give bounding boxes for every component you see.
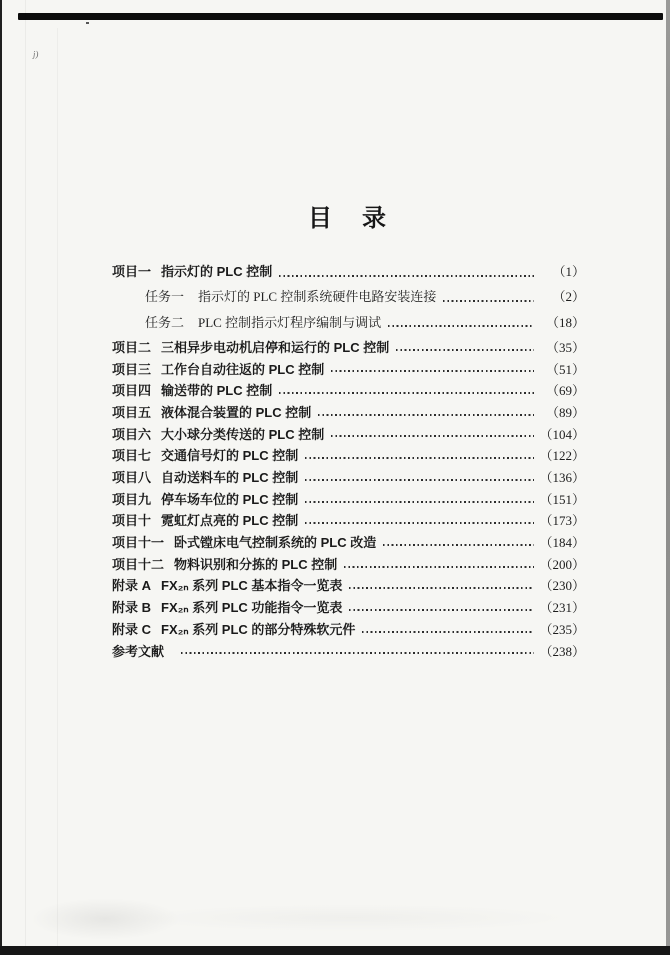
page-content (112, 0, 585, 955)
toc-entry-title: 指示灯的 PLC 控制系统硬件电路安装连接 (198, 289, 437, 305)
toc-entry-title: PLC 控制指示灯程序编制与调试 (198, 314, 382, 330)
toc-entry (112, 286, 585, 311)
toc-entry-page: （1） (552, 264, 585, 279)
toc-entry-term: 项目四 (112, 383, 152, 399)
dot-leader (331, 370, 534, 372)
dot-leader (305, 457, 534, 459)
toc-entry-page: （18） (545, 314, 585, 330)
scan-noise-mark: j) (32, 49, 40, 59)
toc-entry-title: 工作台自动往返的 PLC 控制 (161, 361, 325, 377)
toc-entry (112, 510, 585, 532)
toc-entry (112, 597, 585, 619)
toc-entry-title: 大小球分类传送的 PLC 控制 (161, 426, 325, 442)
dot-leader (181, 652, 534, 654)
toc-entry (112, 467, 585, 489)
toc-entry-term: 附录 C (112, 621, 152, 637)
toc-entry-title: 物料识别和分拣的 PLC 控制 (174, 556, 338, 572)
toc-entry-term: 项目一 (112, 264, 152, 279)
toc-entry-title: 三相异步电动机启停和运行的 PLC 控制 (161, 339, 390, 355)
toc-entry-title: 停车场车位的 PLC 控制 (161, 491, 299, 507)
toc-entry-term: 项目十二 (112, 556, 165, 572)
toc-entry-term: 附录 A (112, 578, 152, 594)
toc-entry-term: 项目二 (112, 339, 152, 355)
toc-entry (112, 312, 585, 337)
toc-entry-page: （122） (539, 448, 585, 464)
dot-leader (383, 544, 534, 546)
dot-leader (388, 325, 534, 327)
toc-entry-title: 自动送料车的 PLC 控制 (161, 470, 299, 486)
toc-entry (112, 359, 585, 381)
dot-leader (331, 435, 534, 437)
toc-entry-term: 附录 B (112, 600, 152, 616)
toc-entry (112, 554, 585, 576)
toc-entry-term: 项目九 (112, 491, 152, 507)
scan-artifact-right-edge (666, 0, 670, 955)
toc-entry-page: （2） (552, 289, 585, 305)
dot-leader (305, 501, 534, 503)
toc-entry-term: 项目七 (112, 448, 152, 464)
dot-leader (344, 566, 534, 568)
toc-entry-page: （51） (545, 361, 585, 377)
toc-entry-title: FX₂ₙ 系列 PLC 基本指令一览表 (161, 578, 343, 594)
toc-entry (112, 532, 585, 554)
toc-entry-term: 项目三 (112, 361, 152, 377)
toc-entry-term: 项目六 (112, 426, 152, 442)
dot-leader (318, 414, 534, 416)
toc-entry-title: 卧式镗床电气控制系统的 PLC 改造 (174, 535, 377, 551)
toc-entry-page: （173） (539, 513, 585, 529)
dot-leader (279, 392, 534, 394)
toc-entry-term: 参考文献 (112, 643, 165, 659)
toc-entry-term: 项目十 (112, 513, 152, 529)
toc-entry-term: 项目八 (112, 470, 152, 486)
toc-entry-page: （151） (539, 491, 585, 507)
toc-entry (112, 424, 585, 446)
toc-entry-title: 液体混合装置的 PLC 控制 (161, 404, 312, 420)
dot-leader (396, 349, 534, 351)
toc-entry (112, 489, 585, 511)
toc-entry-term: 任务一 (145, 289, 185, 305)
toc-entry-page: （136） (539, 470, 585, 486)
toc-entry-page: （184） (539, 535, 585, 551)
toc-entry-title: 输送带的 PLC 控制 (161, 383, 273, 399)
toc-list (112, 261, 585, 662)
toc-entry-page: （69） (545, 383, 585, 399)
toc-entry-page: （200） (539, 556, 585, 572)
dot-leader (305, 522, 534, 524)
dot-leader (305, 479, 534, 481)
toc-entry-term: 任务二 (145, 314, 185, 330)
toc-entry-term: 项目十一 (112, 535, 165, 551)
dot-leader (362, 631, 534, 633)
toc-entry-page: （35） (545, 339, 585, 355)
dot-leader (279, 275, 534, 277)
toc-entry-title: 指示灯的 PLC 控制 (161, 264, 273, 279)
toc-entry-term: 项目五 (112, 404, 152, 420)
toc-entry (112, 575, 585, 597)
toc-entry-page: （235） (539, 621, 585, 637)
toc-entry-title: 交通信号灯的 PLC 控制 (161, 448, 299, 464)
toc-entry (112, 261, 585, 286)
toc-entry (112, 619, 585, 641)
toc-entry (112, 641, 585, 663)
toc-entry-title: FX₂ₙ 系列 PLC 功能指令一览表 (161, 600, 343, 616)
toc-entry-page: （238） (539, 643, 585, 659)
scan-artifact-left-edge (0, 0, 2, 955)
toc-entry-page: （230） (539, 578, 585, 594)
toc-entry-page: （231） (539, 600, 585, 616)
page-fold-line (25, 0, 26, 955)
toc-entry-title: 霓虹灯点亮的 PLC 控制 (161, 513, 299, 529)
toc-entry-title: FX₂ₙ 系列 PLC 的部分特殊软元件 (161, 621, 356, 637)
dot-leader (349, 609, 534, 611)
scan-noise-specks (86, 22, 89, 24)
toc-entry (112, 402, 585, 424)
toc-entry-page: （89） (545, 404, 585, 420)
page-title: 目 录 (308, 205, 389, 232)
toc-entry (112, 445, 585, 467)
dot-leader (349, 587, 534, 589)
page-fold-line (57, 28, 58, 955)
toc-entry (112, 380, 585, 402)
toc-entry (112, 337, 585, 359)
dot-leader (443, 300, 534, 302)
toc-entry-page: （104） (539, 426, 585, 442)
